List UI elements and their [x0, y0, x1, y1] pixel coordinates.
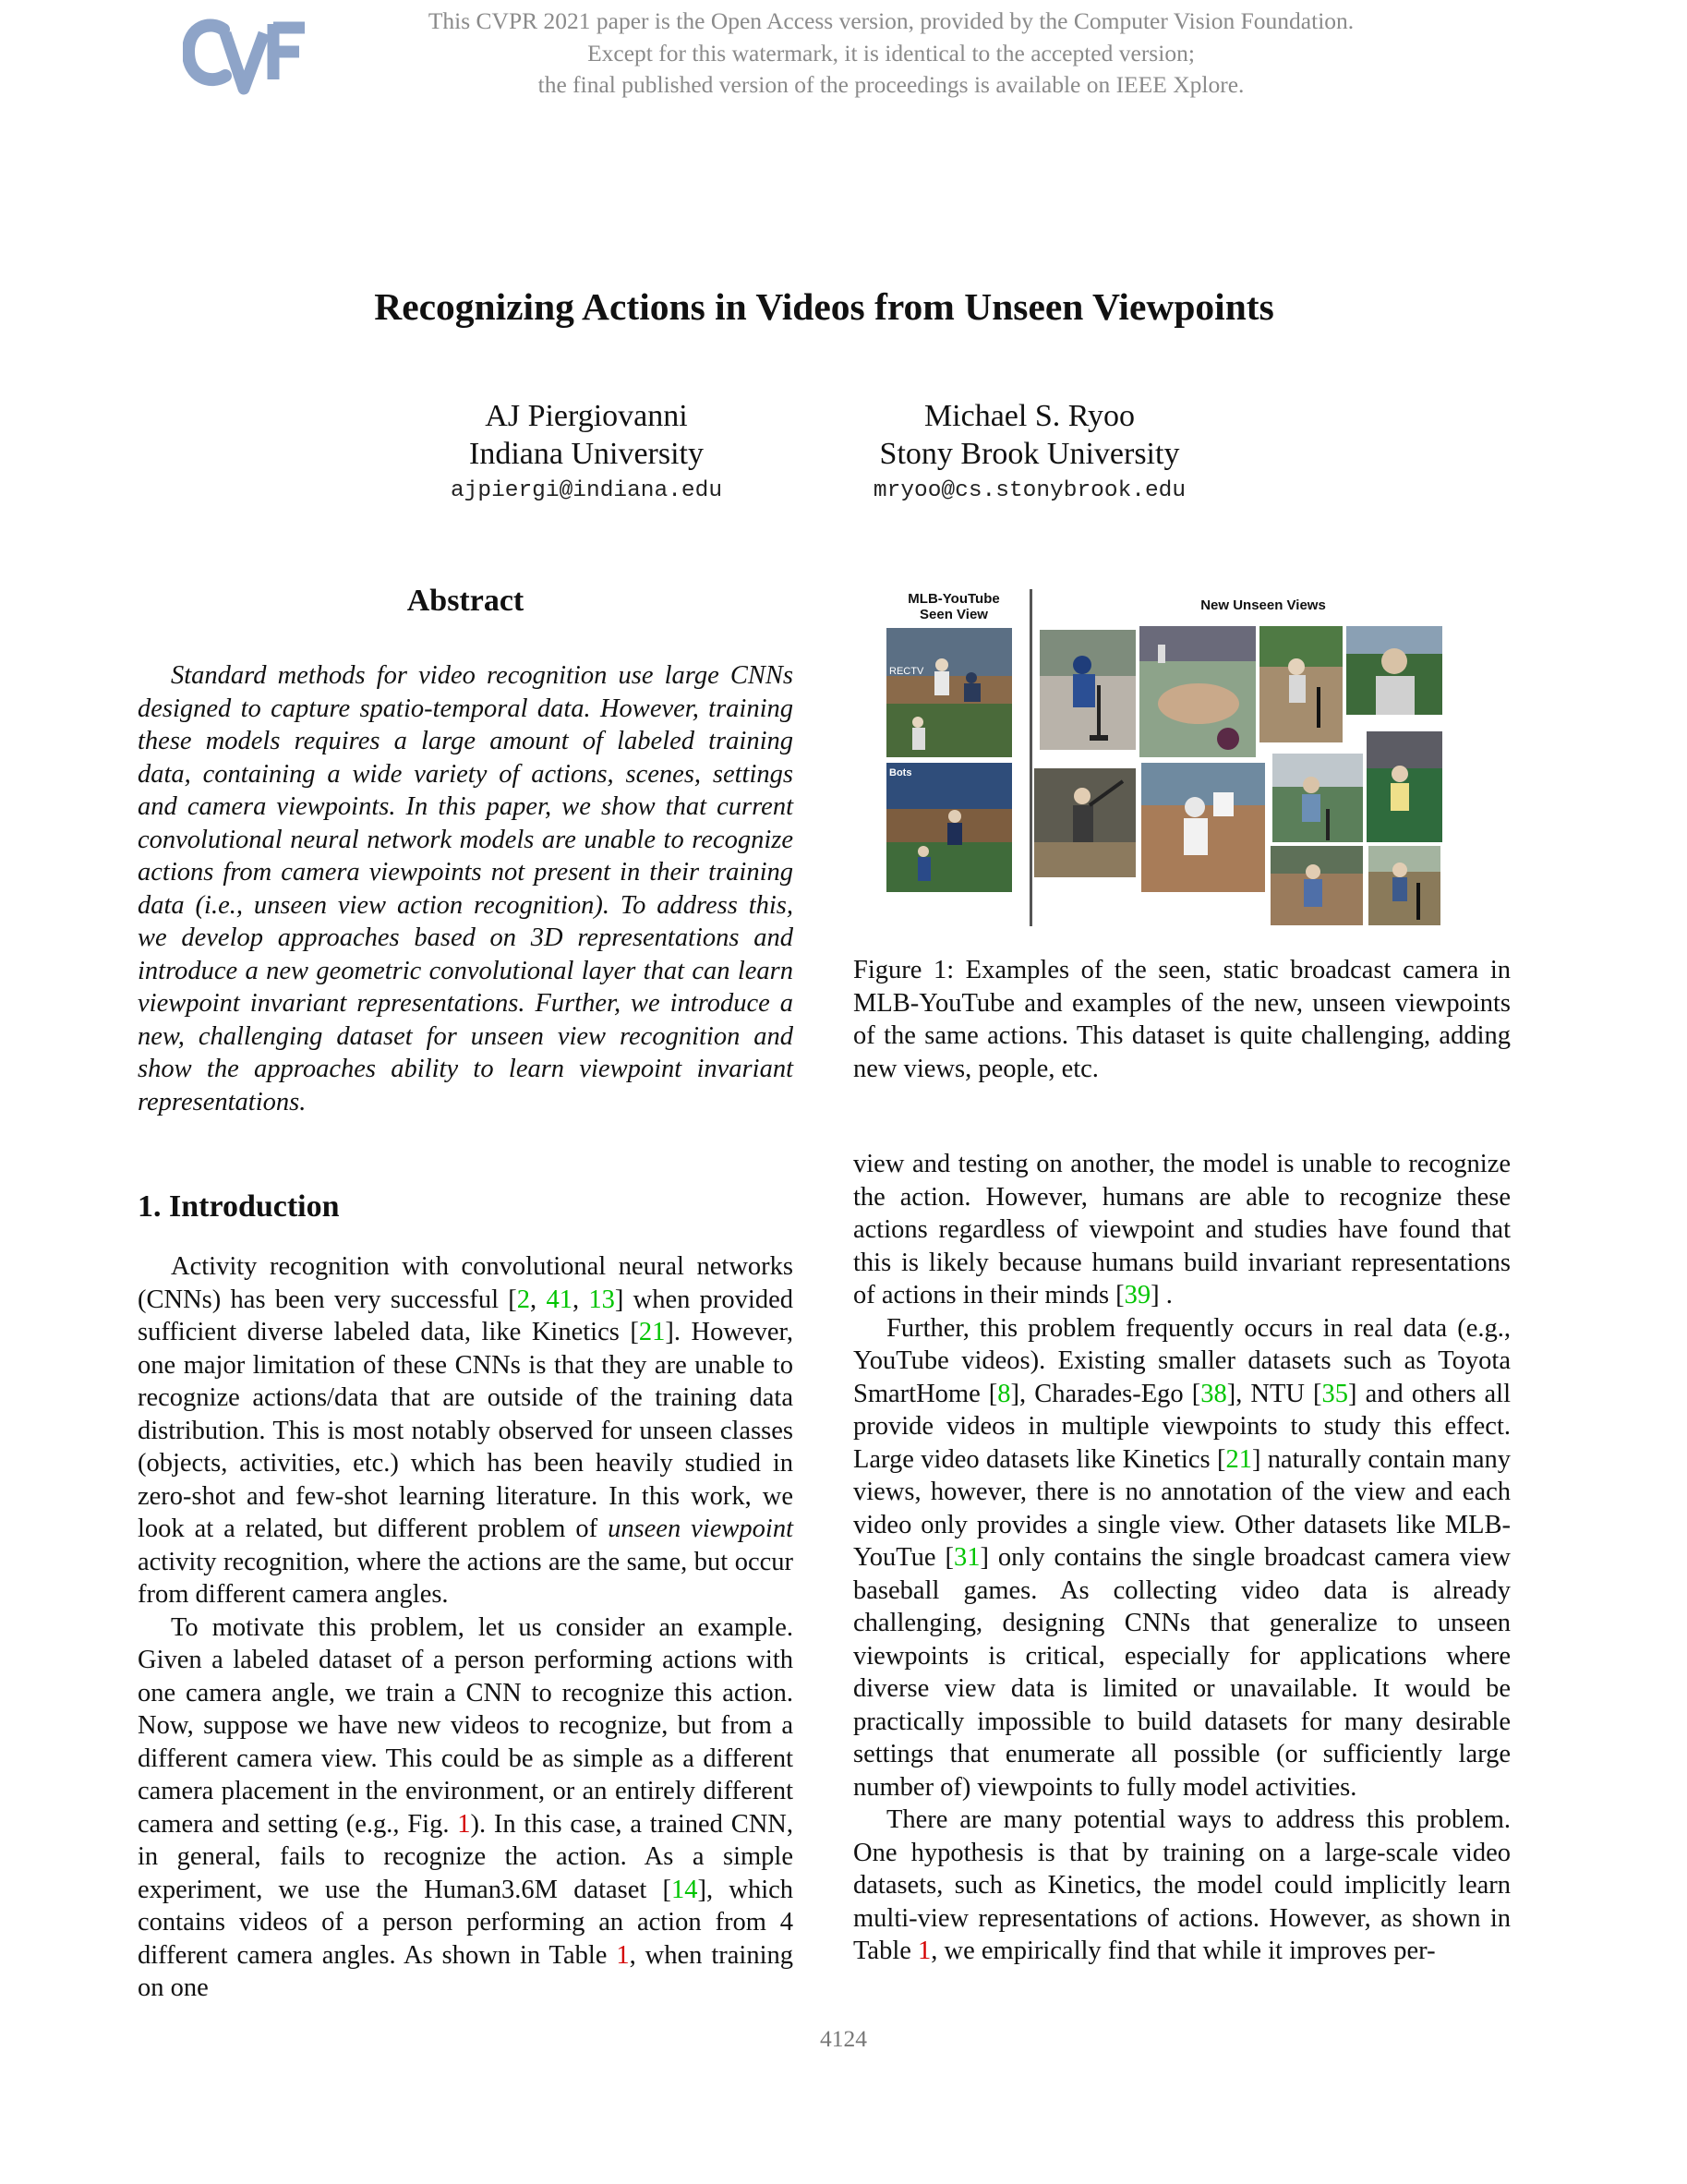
text-run: ]. However, one major limitation of these CNNs is that they are unable to recognize actions/data that are outside of the training data distribution. This is most notably observed for unseen classes (objects, activities, etc.) which has been heavily studied in zero-shot and few-shot learning literature. In this work, we look at a related, but different problem of	[138, 1318, 793, 1543]
text-run: activity recognition, where the actions are the same, but occur from different camera angles.	[138, 1547, 793, 1609]
author-name: AJ Piergiovanni	[485, 399, 688, 433]
intro-left-column	[138, 1250, 793, 2005]
cvf-logo	[183, 13, 307, 96]
unseen-view-photo-4	[1346, 626, 1442, 715]
citation-link[interactable]: 14	[671, 1875, 698, 1904]
text-run: Activity recognition with convolutional neural networks (CNNs) has been very successful [	[138, 1252, 793, 1314]
figure-ref-link[interactable]: 1	[457, 1809, 471, 1839]
text-run: There are many potential ways to address this problem. One hypothesis is that by training on a large-scale video datasets, such as Kinetics, the model could implicitly learn multi-view representations of actions. However, as shown in Table	[853, 1805, 1511, 1965]
unseen-view-photo-3	[1259, 626, 1343, 742]
text-run: ). In this case, a trained CNN, in general, fails to recognize the action. As a simple experiment, we use the Human3.6M dataset [	[138, 1809, 793, 1904]
citation-link[interactable]: 21	[1225, 1444, 1252, 1474]
citation-link[interactable]: 13	[588, 1285, 615, 1314]
watermark-notice	[332, 6, 1450, 102]
unseen-view-photo-2	[1139, 626, 1256, 757]
author-block-2	[826, 397, 1233, 510]
unseen-view-photo-8	[1367, 731, 1442, 842]
citation-link[interactable]: 8	[997, 1379, 1011, 1408]
text-run: ,	[572, 1285, 589, 1314]
watermark-line-2: Except for this watermark, it is identical to the accepted version;	[587, 39, 1195, 66]
text-run: ] naturally contain many views, however, there is no annotation of the view and each video only provides a single view. Other datasets like MLB-YouTue [	[853, 1444, 1511, 1572]
citation-link[interactable]: 35	[1321, 1379, 1349, 1408]
figure-divider	[1030, 589, 1032, 926]
text-run: , we empirically find that while it improves per-	[931, 1937, 1436, 1965]
author-email: mryoo@cs.stonybrook.edu	[873, 478, 1187, 503]
figure-label-seen-line-1: MLB-YouTube	[908, 591, 1000, 607]
figure-label-seen	[885, 591, 1023, 622]
unseen-view-photo-7	[1272, 754, 1363, 842]
text-run: To motivate this problem, let us consider an example. Given a labeled dataset of a person performing actions with one camera angle, we train a CNN to recognize this action. Now, suppose we have new videos to recognize, but from a different camera view. This could be as simple as a different camera placement in the environment, or an entirely different camera and setting (e.g., Fig.	[138, 1612, 793, 1839]
seen-view-photo-2	[886, 763, 1012, 892]
text-run: ] when provided sufficient diverse labeled data, like Kinetics [	[138, 1285, 793, 1346]
table-ref-link[interactable]: 1	[918, 1937, 932, 1965]
intro-paragraph-3	[853, 1148, 1511, 1312]
citation-link[interactable]: 2	[516, 1285, 531, 1314]
intro-paragraph-5	[853, 1804, 1511, 1968]
text-run: , when training on one	[138, 1940, 793, 2002]
author-block-1	[406, 397, 766, 510]
citation-link[interactable]: 39	[1124, 1281, 1151, 1309]
abstract-text	[138, 659, 793, 1118]
page-number: 4124	[820, 2025, 867, 2052]
abstract-heading: Abstract	[406, 584, 524, 618]
citation-link[interactable]: 31	[953, 1543, 981, 1572]
cvf-logo-graphic	[183, 13, 307, 96]
intro-paragraph-4	[853, 1312, 1511, 1804]
intro-right-column	[853, 1148, 1511, 1968]
section-heading-introduction: 1. Introduction	[138, 1189, 340, 1224]
author-name: Michael S. Ryoo	[923, 399, 1136, 433]
figure-label-seen-line-2: Seen View	[920, 607, 988, 622]
citation-link[interactable]: 21	[638, 1318, 666, 1346]
author-email: ajpiergi@indiana.edu	[450, 478, 723, 503]
author-affiliation: Stony Brook University	[879, 437, 1180, 471]
unseen-view-photo-5	[1034, 768, 1136, 877]
image-lettering-bots: Bots	[889, 767, 912, 778]
text-run: Further, this problem frequently occurs in real data (e.g., YouTube videos). Existing smaller datasets such as Toyota SmartHome [	[853, 1313, 1511, 1408]
table-ref-link[interactable]: 1	[616, 1940, 630, 1970]
emphasis-text: unseen viewpoint	[608, 1514, 793, 1543]
text-run: ] and others all provide videos in multiple viewpoints to study this effect. Large video datasets like Kinetics [	[853, 1379, 1512, 1474]
intro-paragraph-1	[138, 1250, 793, 1611]
citation-link[interactable]: 41	[546, 1285, 572, 1314]
paper-title: Recognizing Actions in Videos from Unseen Viewpoints	[374, 285, 1274, 328]
text-run: ], Charades-Ego [	[1010, 1379, 1201, 1408]
text-run: ,	[530, 1285, 547, 1314]
unseen-view-photo-9	[1271, 846, 1363, 925]
unseen-view-photo-1	[1040, 630, 1136, 750]
image-lettering-rectv: RECTV	[889, 666, 924, 677]
figure-1	[885, 589, 1476, 933]
intro-paragraph-2	[138, 1611, 793, 2005]
watermark-line-1: This CVPR 2021 paper is the Open Access version, provided by the Computer Vision Foundation.	[428, 7, 1355, 34]
text-run: ], NTU [	[1226, 1379, 1322, 1408]
figure-label-unseen: New Unseen Views	[1200, 597, 1326, 613]
text-run: view and testing on another, the model is unable to recognize the action. However, humans are able to recognize these actions regardless of viewpoint and studies have found that this is likely because humans build invariant representations of actions in their minds [	[853, 1150, 1511, 1309]
watermark-line-3: the final published version of the proceedings is available on IEEE Xplore.	[537, 71, 1245, 98]
seen-view-photo-1	[886, 628, 1012, 757]
author-affiliation: Indiana University	[469, 437, 704, 471]
citation-link[interactable]: 38	[1200, 1379, 1227, 1408]
unseen-view-photo-6	[1141, 763, 1265, 892]
figure-1-caption: Figure 1: Examples of the seen, static broadcast camera in MLB-YouTube and examples of the new, unseen viewpoints of the same actions. This dataset is quite challenging, adding new views, people, etc.	[853, 956, 1511, 1083]
text-run: ] .	[1151, 1281, 1173, 1309]
text-run: ] only contains the single broadcast camera view baseball games. As collecting video data is already challenging, designing CNNs that generalize to unseen viewpoints is critical, especially for applications where diverse view data is limited or unavailable. It would be practically impossible to build datasets for many desirable settings that enumerate all possible (or sufficiently large number of) viewpoints to fully model activities.	[853, 1543, 1512, 1802]
unseen-view-photo-10	[1368, 846, 1440, 925]
abstract-paragraph: Standard methods for video recognition use large CNNs designed to capture spatio-temporal data. However, training these models requires a large amount of labeled training data, containing a wide variety of actions, scenes, settings and camera viewpoints. In this paper, we show that current convolutional neural network models are unable to recognize actions from camera viewpoints not present in their training data (i.e., unseen view action recognition). To address this, we develop approaches based on 3D representations and introduce a new geometric convolutional layer that can learn viewpoint invariant representations. Further, we introduce a new, challenging dataset for unseen view recognition and show the approaches ability to learn viewpoint invariant representations.	[138, 661, 793, 1116]
text-run: ], which contains videos of a person performing an action from 4 different camera angles. As shown in Table	[138, 1875, 794, 1970]
